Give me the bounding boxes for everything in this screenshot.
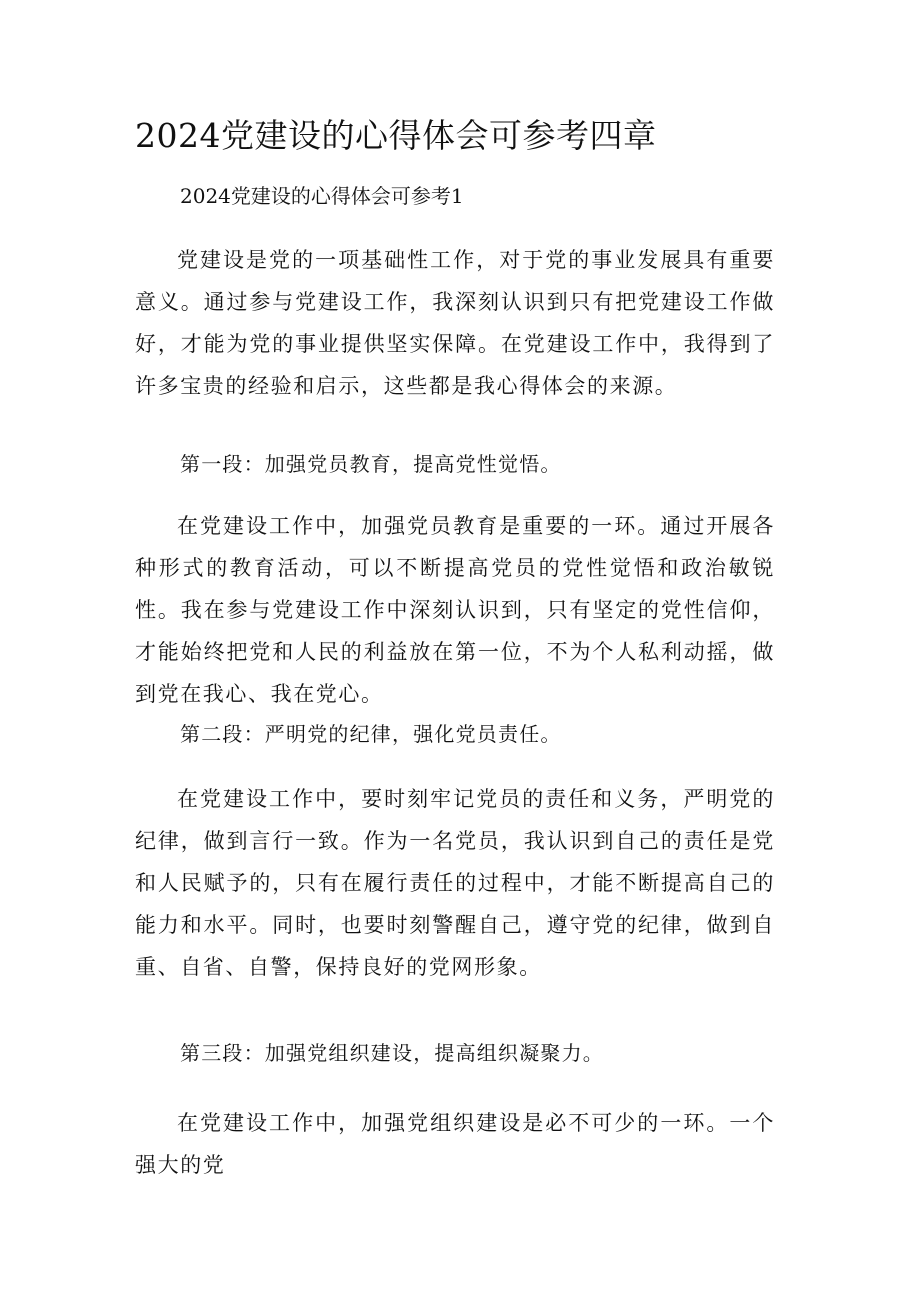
document-title: 2024党建设的心得体会可参考四章 — [135, 116, 657, 155]
section-heading-2: 第二段：严明党的纪律，强化党员责任。 — [180, 722, 562, 746]
section-body-1: 在党建设工作中，加强党员教育是重要的一环。通过开展各种形式的教育活动，可以不断提高党员的党性觉悟和政治敏锐性。我在参与党建设工作中深刻认识到，只有坚定的党性信仰，才能始终把党和人民的利益放在第一位，不为个人私利动摇，做到党在我心、我在党心。 — [135, 514, 775, 706]
section-body-3: 在党建设工作中，加强党组织建设是必不可少的一环。一个强大的党 — [135, 1111, 775, 1177]
document-subtitle: 2024党建设的心得体会可参考1 — [180, 184, 464, 208]
section-body-2: 在党建设工作中，要时刻牢记党员的责任和义务，严明党的纪律，做到言行一致。作为一名党员，我认识到自己的责任是党和人民赋予的，只有在履行责任的过程中，才能不断提高自己的能力和水平。同时，也要时刻警醒自己，遵守党的纪律，做到自重、自省、自警，保持良好的党网形象。 — [135, 787, 775, 979]
intro-paragraph: 党建设是党的一项基础性工作，对于党的事业发展具有重要意义。通过参与党建设工作，我深刻认识到只有把党建设工作做好，才能为党的事业提供坚实保障。在党建设工作中，我得到了许多宝贵的经验和启示，这些都是我心得体会的来源。 — [135, 248, 775, 398]
section-heading-1: 第一段：加强党员教育，提高党性觉悟。 — [180, 452, 562, 476]
section-heading-3: 第三段：加强党组织建设，提高组织凝聚力。 — [180, 1041, 604, 1065]
